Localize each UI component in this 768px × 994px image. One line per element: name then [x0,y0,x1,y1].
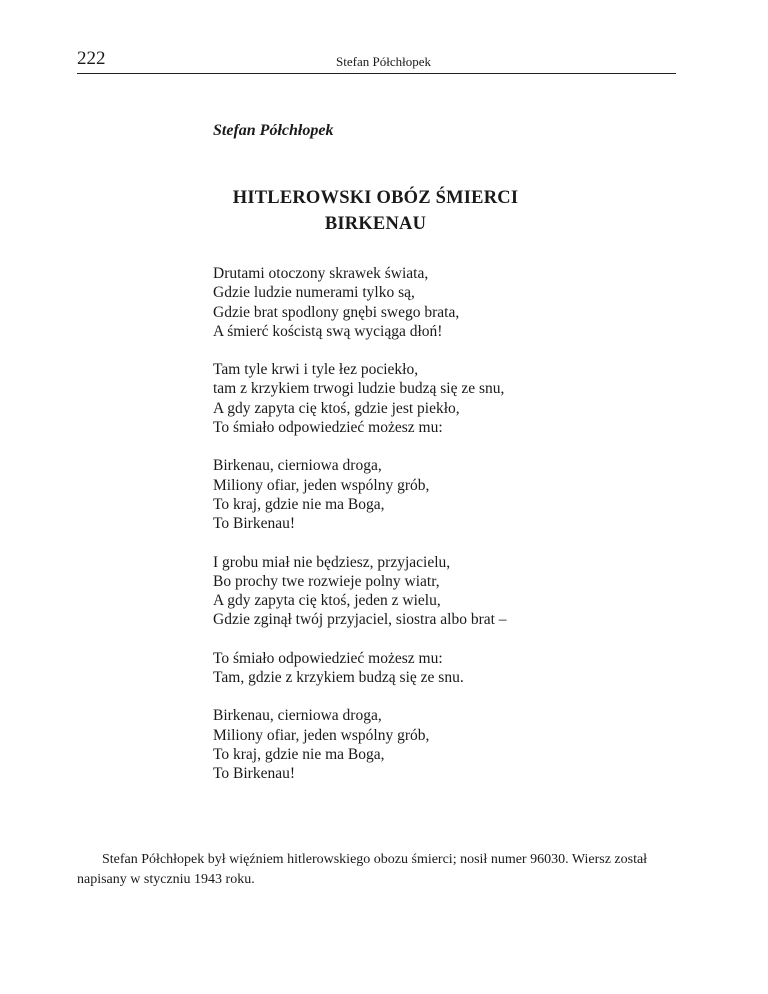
poem-line: To Birkenau! [213,765,295,783]
poem-title [213,185,538,237]
poem-line: Gdzie zginął twój przyjaciel, siostra albo brat – [213,611,507,629]
poem-line: A gdy zapyta cię ktoś, jeden z wielu, [213,592,441,610]
poem-line: Tam tyle krwi i tyle łez pociekło, [213,361,419,379]
poem-line: Miliony ofiar, jeden wspólny grób, [213,726,430,744]
poem-body [213,264,633,803]
poem-line: Drutami otoczony skrawek świata, [213,265,429,282]
stanza-1 [213,264,633,341]
author-name: Stefan Półchłopek [213,122,334,139]
running-title: Stefan Półchłopek [336,54,431,69]
poem-line: A gdy zapyta cię ktoś, gdzie jest piekło, [213,399,460,417]
poem-line: To kraj, gdzie nie ma Boga, [213,745,385,763]
stanza-2 [213,360,633,437]
footnote: Stefan Półchłopek był więźniem hitlerowskiego obozu śmierci; nosił numer 96030. Wiersz został napisany w styczniu 1943 roku. [77,852,648,887]
running-header [77,47,676,74]
poem-line: Birkenau, cierniowa droga, [213,707,382,725]
poem-line: tam z krzykiem trwogi ludzie budzą się ze snu, [213,380,505,398]
page-number: 222 [77,48,106,69]
poem-line: To śmiało odpowiedzieć możesz mu: [213,419,443,437]
poem-line: To śmiało odpowiedzieć możesz mu: [213,649,443,667]
poem-line: Gdzie ludzie numerami tylko są, [213,284,415,302]
poem-line: Tam, gdzie z krzykiem budzą się ze snu. [213,669,464,687]
stanza-3-refrain [213,456,633,533]
poem-line: To kraj, gdzie nie ma Boga, [213,495,385,513]
poem-title-line-2: BIRKENAU [324,214,427,234]
poem-line: I grobu miał nie będziesz, przyjacielu, [213,553,451,571]
stanza-4 [213,553,633,630]
poem-line: Bo prochy twe rozwieje polny wiatr, [213,572,440,590]
poem-line: Birkenau, cierniowa droga, [213,457,382,475]
stanza-6-refrain [213,706,633,783]
poem-title-line-1: HITLEROWSKI OBÓZ ŚMIERCI [232,188,519,208]
stanza-5 [213,649,633,688]
poem-line: Miliony ofiar, jeden wspólny grób, [213,476,430,494]
poem-line: Gdzie brat spodlony gnębi swego brata, [213,303,460,321]
poem-line: A śmierć kościstą swą wyciąga dłoń! [213,322,443,340]
poem-line: To Birkenau! [213,515,295,533]
